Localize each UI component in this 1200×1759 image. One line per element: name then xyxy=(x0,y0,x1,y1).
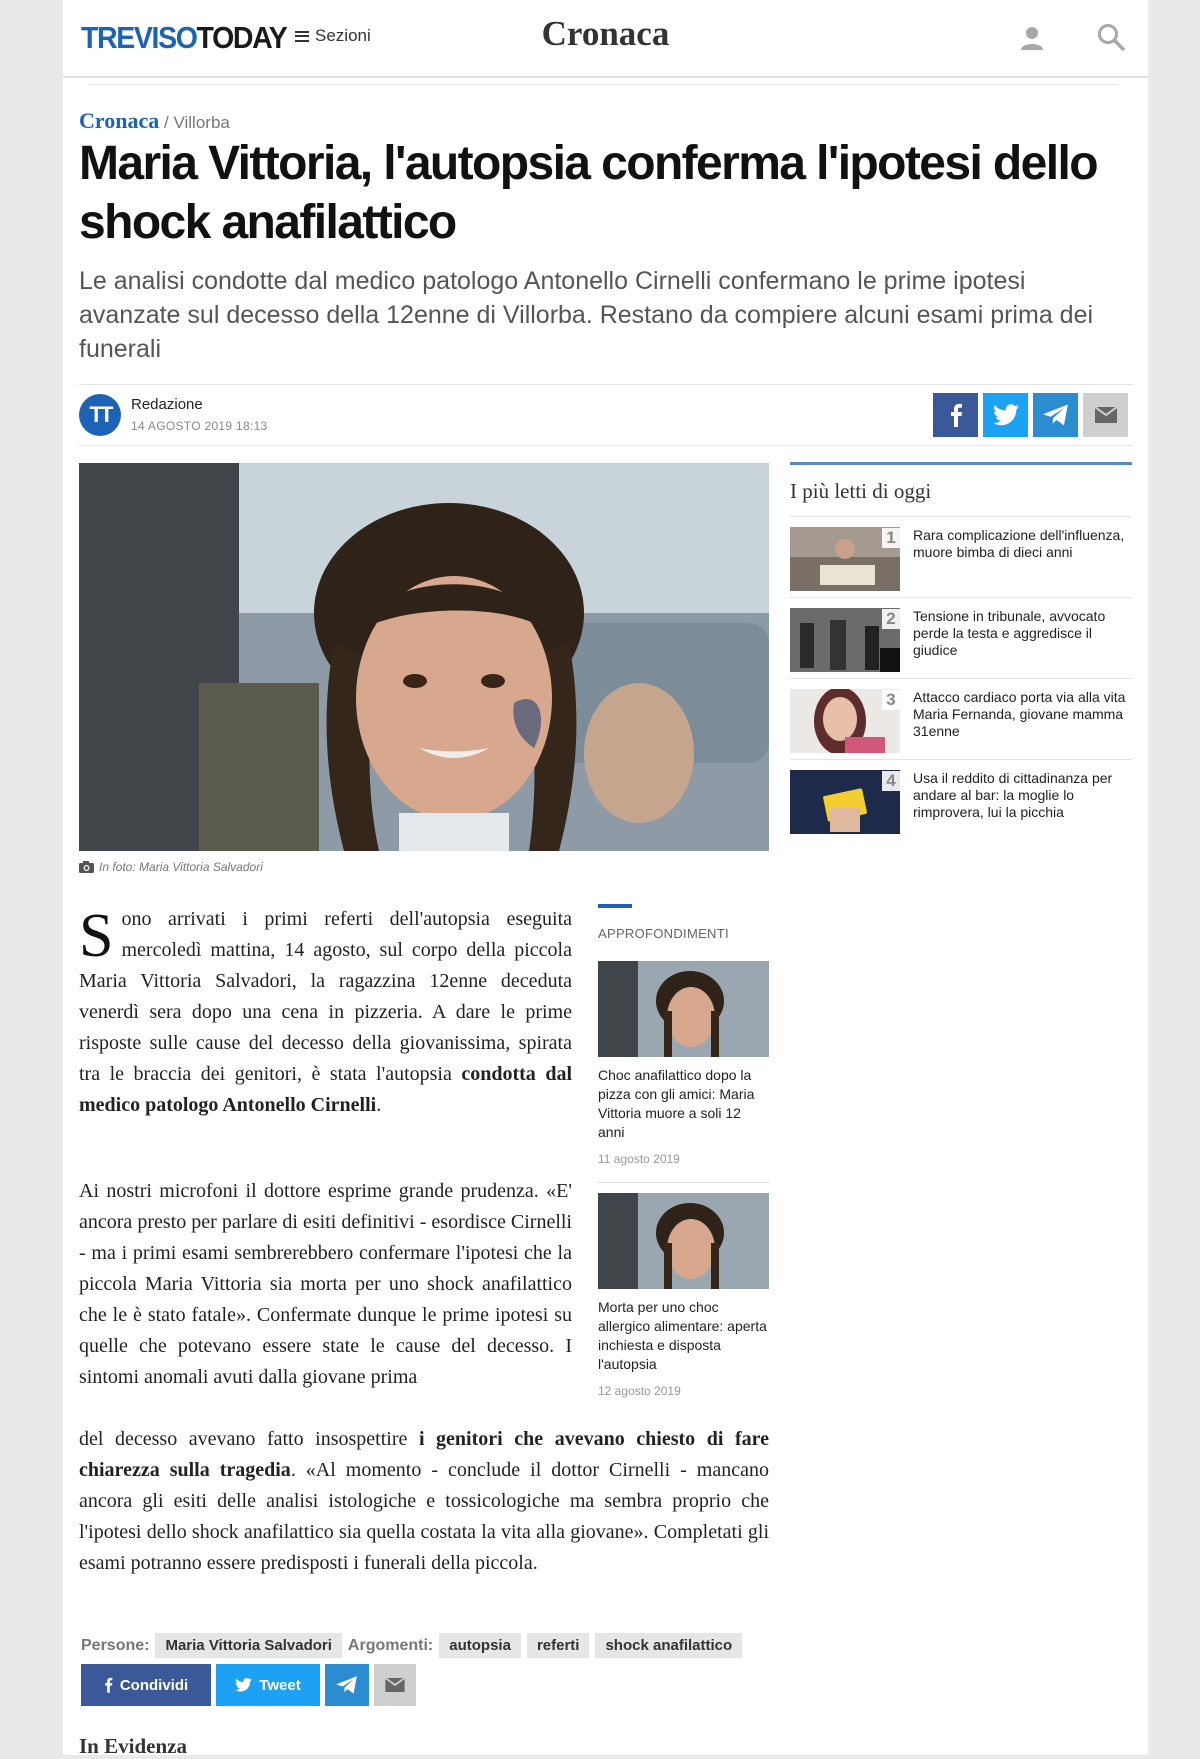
paragraph-2-bold: i genitori che avevano chiesto di fare chiarezza sulla tragedia xyxy=(79,1428,769,1481)
tag-argomento[interactable]: shock anafilattico xyxy=(595,1633,742,1658)
facebook-icon xyxy=(949,403,963,427)
most-read-title: Rara complicazione dell'influenza, muore bimba di dieci anni xyxy=(913,527,1125,560)
sidebar-accent-bar xyxy=(790,462,1132,465)
in-evidenza-heading: In Evidenza xyxy=(79,1734,187,1758)
meta-divider-bottom xyxy=(79,445,1133,446)
sidebar-title: I più letti di oggi xyxy=(790,479,932,503)
most-read-item[interactable] xyxy=(790,516,1132,597)
breadcrumb-subcategory-link[interactable]: Villorba xyxy=(173,113,230,132)
twitter-tweet-button[interactable] xyxy=(216,1664,320,1706)
article-paragraph-1 xyxy=(79,904,572,1121)
most-read-title: Attacco cardiaco porta via alla vita Maria Fernanda, giovane mamma 31enne xyxy=(913,689,1126,739)
related-articles xyxy=(598,904,769,1398)
most-read-rank: 4 xyxy=(882,771,900,791)
email-share-button[interactable] xyxy=(374,1664,416,1706)
paragraph-1-end: . xyxy=(376,1094,382,1116)
hero-photo[interactable] xyxy=(79,463,769,851)
facebook-share-button[interactable] xyxy=(933,393,978,437)
telegram-share-button[interactable] xyxy=(1033,393,1078,437)
facebook-icon xyxy=(104,1677,113,1693)
related-thumbnail xyxy=(598,961,769,1057)
telegram-icon xyxy=(1043,404,1069,426)
tweet-label: Tweet xyxy=(259,1676,301,1694)
tags-row xyxy=(81,1633,742,1658)
hamburger-icon xyxy=(295,31,309,42)
publish-date: 14 AGOSTO 2019 18:13 xyxy=(131,419,268,433)
facebook-condividi-button[interactable] xyxy=(81,1664,211,1706)
condividi-label: Condividi xyxy=(119,1676,189,1694)
most-read-item[interactable] xyxy=(790,597,1132,678)
sections-label: Sezioni xyxy=(315,26,371,45)
most-read-title: Tensione in tribunale, avvocato perde la testa e aggredisce il giudice xyxy=(913,608,1106,658)
drop-cap: S xyxy=(79,902,114,970)
related-thumbnail xyxy=(598,1193,769,1289)
camera-icon xyxy=(79,861,94,873)
tag-persona[interactable]: Maria Vittoria Salvadori xyxy=(155,1633,341,1658)
related-card-date: 11 agosto 2019 xyxy=(598,1152,680,1166)
related-accent-bar xyxy=(598,904,632,908)
user-icon[interactable] xyxy=(1018,24,1046,52)
logo-part-today: TODAY xyxy=(196,20,287,55)
related-card[interactable] xyxy=(598,1182,769,1398)
article-summary: Le analisi condotte dal medico patologo Antonello Cirnelli confermano le prime ipotesi avanzate sul decesso della 12enne di Villorba. Restano da compiere alcuni esami prima dei funerali xyxy=(79,267,1094,363)
most-read-sidebar xyxy=(790,462,1132,840)
tag-argomento[interactable]: autopsia xyxy=(439,1633,521,1658)
persone-label: Persone: xyxy=(81,1636,150,1654)
sections-menu-button[interactable] xyxy=(295,26,371,46)
caption-text: In foto: Maria Vittoria Salvadori xyxy=(99,860,263,874)
author-avatar: TT xyxy=(79,394,121,436)
header-divider xyxy=(88,84,1118,85)
site-logo[interactable] xyxy=(81,18,286,58)
telegram-icon xyxy=(336,1676,358,1694)
article-title: Maria Vittoria, l'autopsia conferma l'ipotesi dello shock anafilattico xyxy=(79,137,1097,249)
most-read-title: Usa il reddito di cittadinanza per andare al bar: la moglie lo rimprovera, lui la picchia xyxy=(913,770,1113,820)
paragraph-2-text: del decesso avevano fatto insospettire xyxy=(79,1428,419,1450)
paragraph-2-end-text: . «Al momento - conclude il dottor Cirnelli - mancano ancora gli esiti delle analisi istologiche e tossicologiche ma sembra proprio che l'ipotesi dello shock anafilattico sia quella costata la vita alla giovane». Completati gli esami potranno essere predisposti i funerali della piccola. xyxy=(79,1459,769,1574)
section-title: Cronaca xyxy=(541,14,670,53)
share-bar-bottom xyxy=(81,1664,416,1706)
most-read-item[interactable] xyxy=(790,678,1132,759)
most-read-rank: 2 xyxy=(882,609,900,629)
argomenti-label: Argomenti: xyxy=(347,1636,434,1654)
related-card-title: Choc anafilattico dopo la pizza con gli amici: Maria Vittoria muore a soli 12 anni xyxy=(598,1067,755,1140)
author-name[interactable]: Redazione xyxy=(131,396,203,413)
email-icon xyxy=(385,1678,405,1692)
most-read-rank: 1 xyxy=(882,528,900,548)
site-header xyxy=(63,0,1148,78)
twitter-icon xyxy=(993,404,1019,426)
tag-argomento[interactable]: referti xyxy=(527,1633,590,1658)
breadcrumb-separator: / xyxy=(164,113,169,132)
photo-caption xyxy=(79,860,263,874)
related-title: APPROFONDIMENTI xyxy=(598,926,729,941)
telegram-share-button[interactable] xyxy=(325,1664,369,1706)
most-read-rank: 3 xyxy=(882,690,900,710)
article-paragraph-2-start: Ai nostri microfoni il dottore esprime grande prudenza. «E' ancora presto per parlare di esiti definitivi - esordisce Cirnelli - ma i primi esami sembrerebbero confermare l'ipotesi che la piccola Maria Vittoria sia morta per uno shock anafilattico che le è stato fatale». Confermate dunque le prime ipotesi su quelle che potevano essere state le cause del decesso. I sintomi anomali avuti dalla giovane prima xyxy=(79,1180,572,1388)
twitter-share-button[interactable] xyxy=(983,393,1028,437)
twitter-icon xyxy=(235,1678,252,1692)
breadcrumb-category-link[interactable]: Cronaca xyxy=(79,108,160,133)
page xyxy=(63,0,1148,1758)
breadcrumb xyxy=(79,108,230,134)
related-card-title: Morta per uno choc allergico alimentare: aperta inchiesta e disposta l'autopsia xyxy=(598,1299,767,1372)
email-share-button[interactable] xyxy=(1083,393,1128,437)
related-card-date: 12 agosto 2019 xyxy=(598,1384,681,1398)
most-read-item[interactable] xyxy=(790,759,1132,840)
share-bar-top xyxy=(933,393,1128,437)
article-paragraph-2-end xyxy=(79,1424,769,1579)
meta-divider-top xyxy=(79,384,1133,385)
search-icon[interactable] xyxy=(1096,22,1126,52)
girl-portrait-illustration xyxy=(79,463,769,851)
related-card[interactable] xyxy=(598,961,769,1166)
paragraph-1-text: ono arrivati i primi referti dell'autopsia eseguita mercoledì mattina, 14 agosto, sul corpo della piccola Maria Vittoria Salvadori, la ragazzina 12enne deceduta venerdì sera dopo una cena in pizzeria. A dare le prime risposte sulle cause del decesso della giovanissima, spirata tra le braccia dei genitori, è stata l'autopsia xyxy=(79,908,572,1085)
logo-part-treviso: TREVISO xyxy=(81,20,197,55)
paragraph-1-bold: condotta dal medico patologo Antonello Cirnelli xyxy=(79,1063,572,1116)
email-icon xyxy=(1095,407,1117,423)
